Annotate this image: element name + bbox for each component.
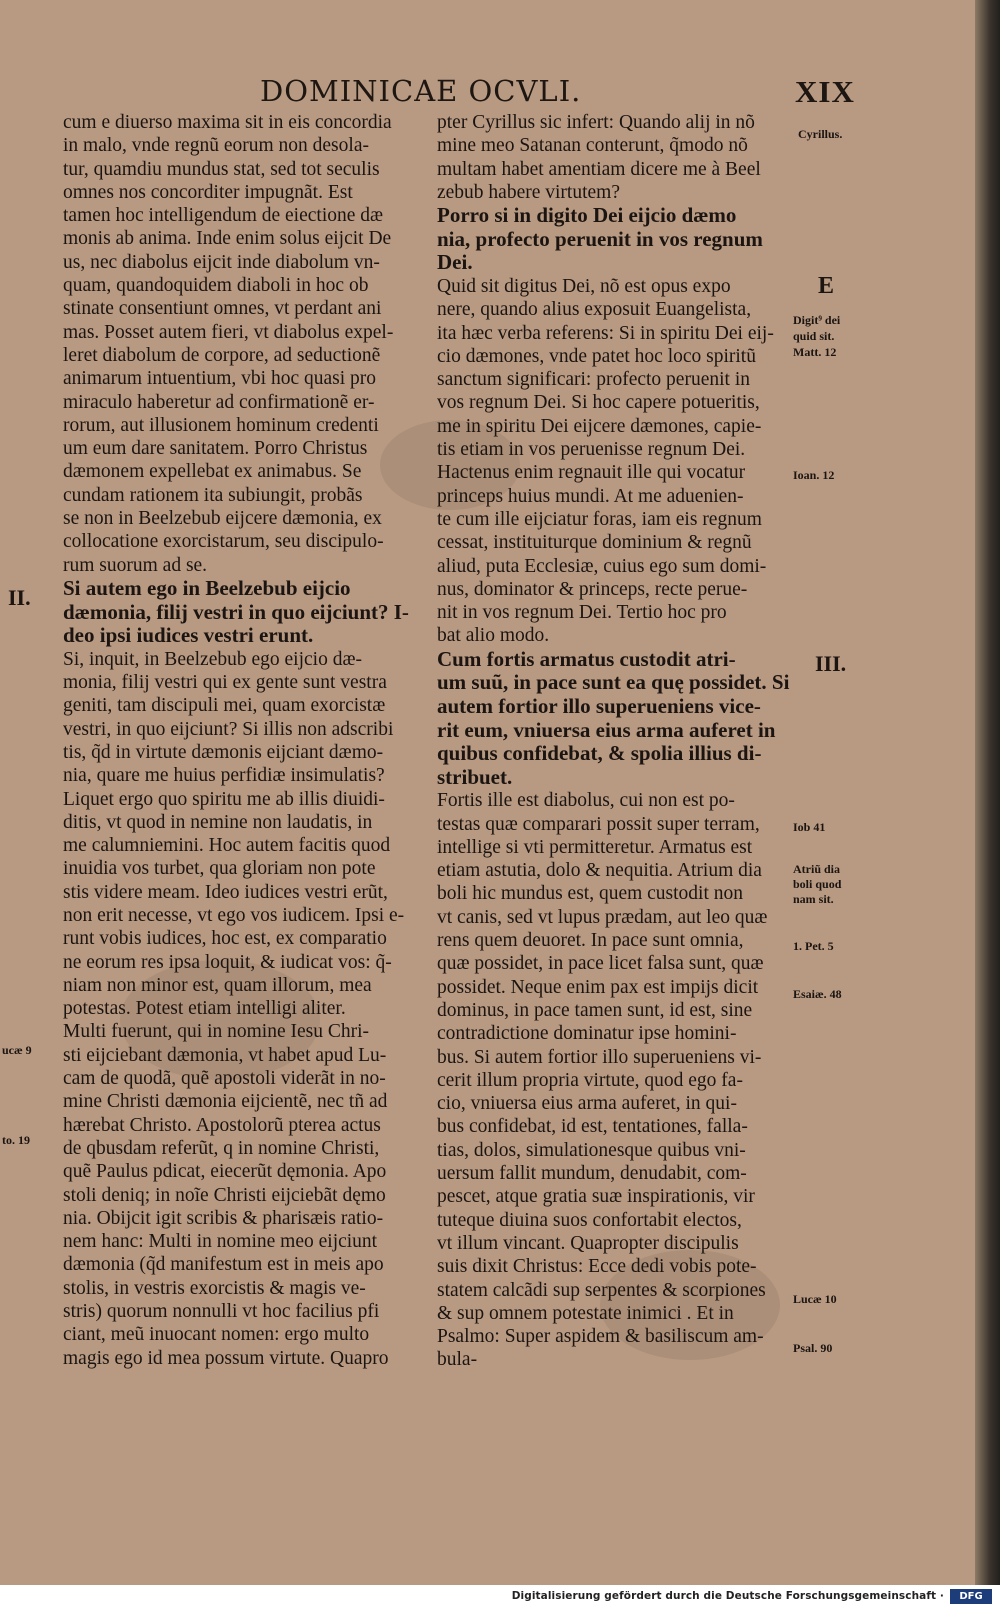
text-line: ciant, meũ inuocant nomen: ergo multo [63, 1324, 370, 1346]
text-line: uersum fallit mundum, denudabit, com- [437, 1163, 747, 1185]
text-line: stris) quorum nonnulli vt hoc facilius pfi [63, 1301, 380, 1323]
right-text-column [437, 111, 797, 1372]
text-line: Quid sit digitus Dei, nõ est opus expo [437, 275, 731, 297]
text-line: tis etiam in vos peruenisse regnum Dei. [437, 439, 746, 461]
margin-note-atrium-3: nam sit. [793, 892, 834, 906]
text-line: dæmonem expellebat ex animabus. Se [63, 461, 362, 483]
margin-note-cyrillus: Cyrillus. [798, 127, 843, 141]
text-line: vt illum vincant. Quapropter discipulis [437, 1232, 739, 1254]
margin-note-lucae-left: ucæ 9 [2, 1043, 32, 1057]
margin-letter-e: E [818, 273, 835, 299]
text-line: rorum, aut illusionem hominum credenti [63, 414, 379, 436]
text-line: dæmonia, filij vestri in quo eijciunt? I- [63, 599, 409, 624]
text-line: Si, inquit, in Beelzebub ego eijcio dæ- [63, 648, 362, 670]
text-line: aliud, puta Ecclesiæ, cuius ego sum domi- [437, 555, 767, 577]
text-line: geniti, tam discipuli mei, quam exorcistæ [63, 695, 386, 717]
text-line: tis, q̃d in virtute dæmonis eijciant dæmo- [63, 741, 384, 763]
text-line: omnes nos concorditer impugnãt. Est [63, 181, 353, 203]
text-line: statem calcãdi sup serpentes & scorpiones [437, 1279, 766, 1301]
margin-roman-iii: III. [815, 651, 847, 676]
text-line: etiam astutia, dolo & nequitia. Atrium dia [437, 860, 762, 882]
text-line: um suũ, in pace sunt ea quę possidet. Si [437, 670, 790, 695]
text-line: sanctum significari: profecto peruenit in [437, 369, 750, 391]
text-line: dominus, in pace tamen sunt, id est, sine [437, 999, 753, 1021]
text-line: vestri, in quo eijciunt? Si illis non adscribi [63, 718, 394, 740]
text-line: inuidia vos turbet, qua gloriam non pote [63, 858, 376, 880]
text-line: Si autem ego in Beelzebub eijcio [63, 575, 351, 600]
text-line: cundam rationem ita subiungit, probãs [63, 484, 363, 506]
text-line: mas. Posset autem fieri, vt diabolus expel- [63, 321, 394, 343]
text-line: us, nec diabolus eijcit inde diabolum vn- [63, 251, 380, 273]
text-line: Dei. [437, 250, 473, 275]
text-line: collocatione exorcistarum, seu discipulo- [63, 531, 384, 553]
text-line: autem fortior illo superueniens vice- [437, 693, 761, 718]
dfg-logo: DFG [950, 1589, 992, 1604]
text-line: Porro si in digito Dei eijcio dæmo [437, 203, 737, 228]
text-line: princeps huius mundi. At me aduenien- [437, 485, 744, 507]
text-line: quibus confidebat, & spolia illius di- [437, 741, 762, 766]
text-line: me in spiritu Dei eijcere dæmones, capie- [437, 415, 762, 437]
text-line: pter Cyrillus sic infert: Quando alij in nõ [437, 112, 755, 133]
text-line: Liquet ergo quo spiritu me ab illis diuidi- [63, 788, 385, 810]
text-line: quam, quandoquidem diaboli in hoc ob [63, 275, 369, 297]
text-line: possidet. Neque enim pax est impijs dicit [437, 976, 759, 998]
margin-note-atrium-2: boli quod [793, 877, 842, 891]
text-line: ita hæc verba referens: Si in spiritu Dei eij- [437, 322, 774, 344]
text-line: tuteque diuina suos confortabit electos, [437, 1209, 742, 1231]
text-line: animarum intuentium, vbi hoc quasi pro [63, 368, 377, 390]
text-line: tias, dolos, simulationesque quibus vni- [437, 1139, 746, 1161]
text-line: testas quæ comparari possit super terram, [437, 813, 760, 835]
text-line: quẽ Paulus pdicat, eiecerũt dęmonia. Apo [63, 1161, 387, 1183]
text-line: niam non minor est, quam illorum, mea [63, 974, 372, 996]
text-line: magis ego id mea possum virtute. Quapro [63, 1347, 389, 1369]
text-line: cessat, instituiturque dominium & regnũ [437, 532, 752, 554]
text-line: nus, dominator & princeps, recte perue- [437, 578, 748, 600]
funding-credit: Digitalisierung gefördert durch die Deutsche Forschungsgemeinschaft · [511, 1590, 944, 1602]
text-line: nit in vos regnum Dei. Tertio hoc pro [437, 602, 727, 624]
text-line: suis dixit Christus: Ecce dedi vobis pote- [437, 1256, 757, 1278]
text-line: leret diabolum de corpore, ad seductionẽ [63, 344, 381, 366]
text-line: cerit illum propria virtute, quod ego fa- [437, 1069, 743, 1091]
text-line: bus confidebat, id est, tentationes, falla- [437, 1116, 748, 1138]
text-line: Cum fortis armatus custodit atri- [437, 646, 736, 671]
text-line: non erit necesse, vt ego vos iudicem. Ipsi e- [63, 904, 405, 926]
text-line: bus. Si autem fortior illo superueniens vi- [437, 1046, 762, 1068]
text-line: stoli deniq; in noĩe Christi eijciebãt dęmo [63, 1184, 386, 1206]
text-line: sti eijciebant dæmonia, vt habet apud Lu- [63, 1044, 387, 1066]
text-line: multam habet amentiam dicere me à Beel [437, 158, 761, 180]
margin-note-pet: 1. Pet. 5 [793, 939, 834, 953]
text-line: hærebat Christo. Apostolorũ pterea actus [63, 1114, 381, 1136]
running-header: DOMINICAE OCVLI. [260, 74, 582, 108]
text-line: cam de quodã, quẽ apostoli viderãt in no- [63, 1068, 386, 1090]
text-line: mine Christi dæmonia eijcientẽ, nec tñ ad [63, 1091, 388, 1113]
margin-note-ioan: Ioan. 12 [793, 468, 835, 482]
margin-note-esaiae: Esaiæ. 48 [793, 987, 842, 1001]
text-line: bat alio modo. [437, 625, 550, 647]
text-line: tamen hoc intelligendum de eiectione dæ [63, 205, 384, 227]
text-line: monia, filij vestri qui ex gente sunt vestra [63, 672, 387, 694]
footer-bar [0, 1585, 1000, 1609]
text-line: potestas. Potest etiam intelligi aliter. [63, 998, 346, 1020]
text-line: de qbusdam referũt, q in nomine Christi, [63, 1137, 380, 1159]
text-line: quæ possidet, in pace licet falsa sunt, quæ [437, 953, 764, 975]
text-line: Multi fuerunt, qui in nomine Iesu Chri- [63, 1021, 370, 1043]
text-line: pescet, atque gratia suæ inspirationis, vir [437, 1186, 755, 1208]
margin-note-digitus-1: Digit⁹ dei [793, 313, 841, 327]
text-line: vt canis, sed vt lupus prædam, aut leo quæ [437, 906, 768, 928]
text-line: ne eorum res ipsa loquit, & iudicat vos: q̃- [63, 951, 392, 973]
text-line: in malo, vnde regnũ eorum non desola- [63, 135, 369, 157]
text-line: bula- [437, 1349, 478, 1371]
text-line: stis videre meam. Ideo iudices vestri erũt, [63, 881, 388, 903]
margin-note-psal: Psal. 90 [793, 1341, 833, 1355]
text-line: nere, quando alius exposuit Euangelista, [437, 299, 752, 321]
text-line: & sup omnem potestate inimici . Et in [437, 1302, 734, 1324]
text-line: nem hanc: Multi in nomine meo eijciunt [63, 1231, 378, 1253]
text-line: intellige si vti permitteretur. Armatus est [437, 836, 753, 858]
text-line: runt vobis iudices, hoc est, ex comparatio [63, 928, 387, 950]
text-line: rum suorum ad se. [63, 554, 208, 576]
margin-note-iob: Iob 41 [793, 820, 826, 834]
text-line: stinate consentiunt omnes, vt perdant ani [63, 298, 382, 320]
text-line: Psalmo: Super aspidem & basiliscum am- [437, 1326, 764, 1348]
text-line: Hactenus enim regnauit ille qui vocatur [437, 462, 746, 484]
text-line: dæmonia (q̃d manifestum est in meis apo [63, 1254, 384, 1276]
text-line: cum e diuerso maxima sit in eis concordia [63, 112, 392, 133]
text-line: contradictione dominatur ipse homini- [437, 1023, 737, 1045]
margin-note-lucae-right: Lucæ 10 [793, 1292, 837, 1306]
text-line: zebub habere virtutem? [437, 181, 620, 203]
text-line: stolis, in vestris exorcistis & magis ve- [63, 1277, 366, 1299]
text-line: tur, quamdiu mundus stat, sed tot seculis [63, 158, 380, 180]
book-spine-edge [975, 0, 1000, 1585]
text-line: nia, profecto peruenit in vos regnum [437, 226, 763, 251]
margin-roman-ii: II. [8, 585, 31, 610]
left-text-column [63, 111, 415, 1370]
text-line: nia, quare me huius perfidiæ insimulatis? [63, 765, 385, 787]
text-line: um eum dare sanitatem. Porro Christus [63, 438, 368, 460]
margin-note-atrium-1: Atriũ dia [793, 862, 841, 876]
margin-note-matt: Matt. 12 [793, 345, 837, 359]
text-line: deo ipsi iudices vestri erunt. [63, 623, 314, 648]
text-line: stribuet. [437, 764, 513, 789]
text-line: vos regnum Dei. Si hoc capere potueritis, [437, 392, 760, 414]
text-line: Fortis ille est diabolus, cui non est po- [437, 790, 735, 812]
folio-number: XIX [795, 74, 855, 109]
text-line: rens quem deuoret. In pace sunt omnia, [437, 930, 744, 952]
text-line: me calumniemini. Hoc autem facitis quod [63, 835, 391, 857]
text-line: se non in Beelzebub eijcere dæmonia, ex [63, 508, 382, 530]
text-line: nia. Obijcit igit scribis & pharisæis ratio- [63, 1207, 384, 1229]
text-line: cio, vniuersa eius arma auferet, in qui- [437, 1093, 737, 1115]
text-line: mine meo Satanan conterunt, q̃modo nõ [437, 135, 748, 157]
margin-note-acto-left: to. 19 [2, 1133, 30, 1147]
text-line: boli hic mundus est, quem custodit non [437, 883, 744, 905]
text-line: cio dæmones, vnde patet hoc loco spiritũ [437, 345, 756, 367]
text-line: te cum ille eijciatur foras, iam eis regnum [437, 508, 762, 530]
text-line: ditis, vt quod in nemine non laudatis, in [63, 811, 373, 833]
text-line: miraculo haberetur ad confirmationẽ er- [63, 391, 375, 413]
text-line: rit eum, vniuersa eius arma auferet in [437, 717, 776, 742]
margin-note-digitus-2: quid sit. [793, 329, 835, 343]
text-line: monis ab anima. Inde enim solus eijcit De [63, 228, 392, 250]
